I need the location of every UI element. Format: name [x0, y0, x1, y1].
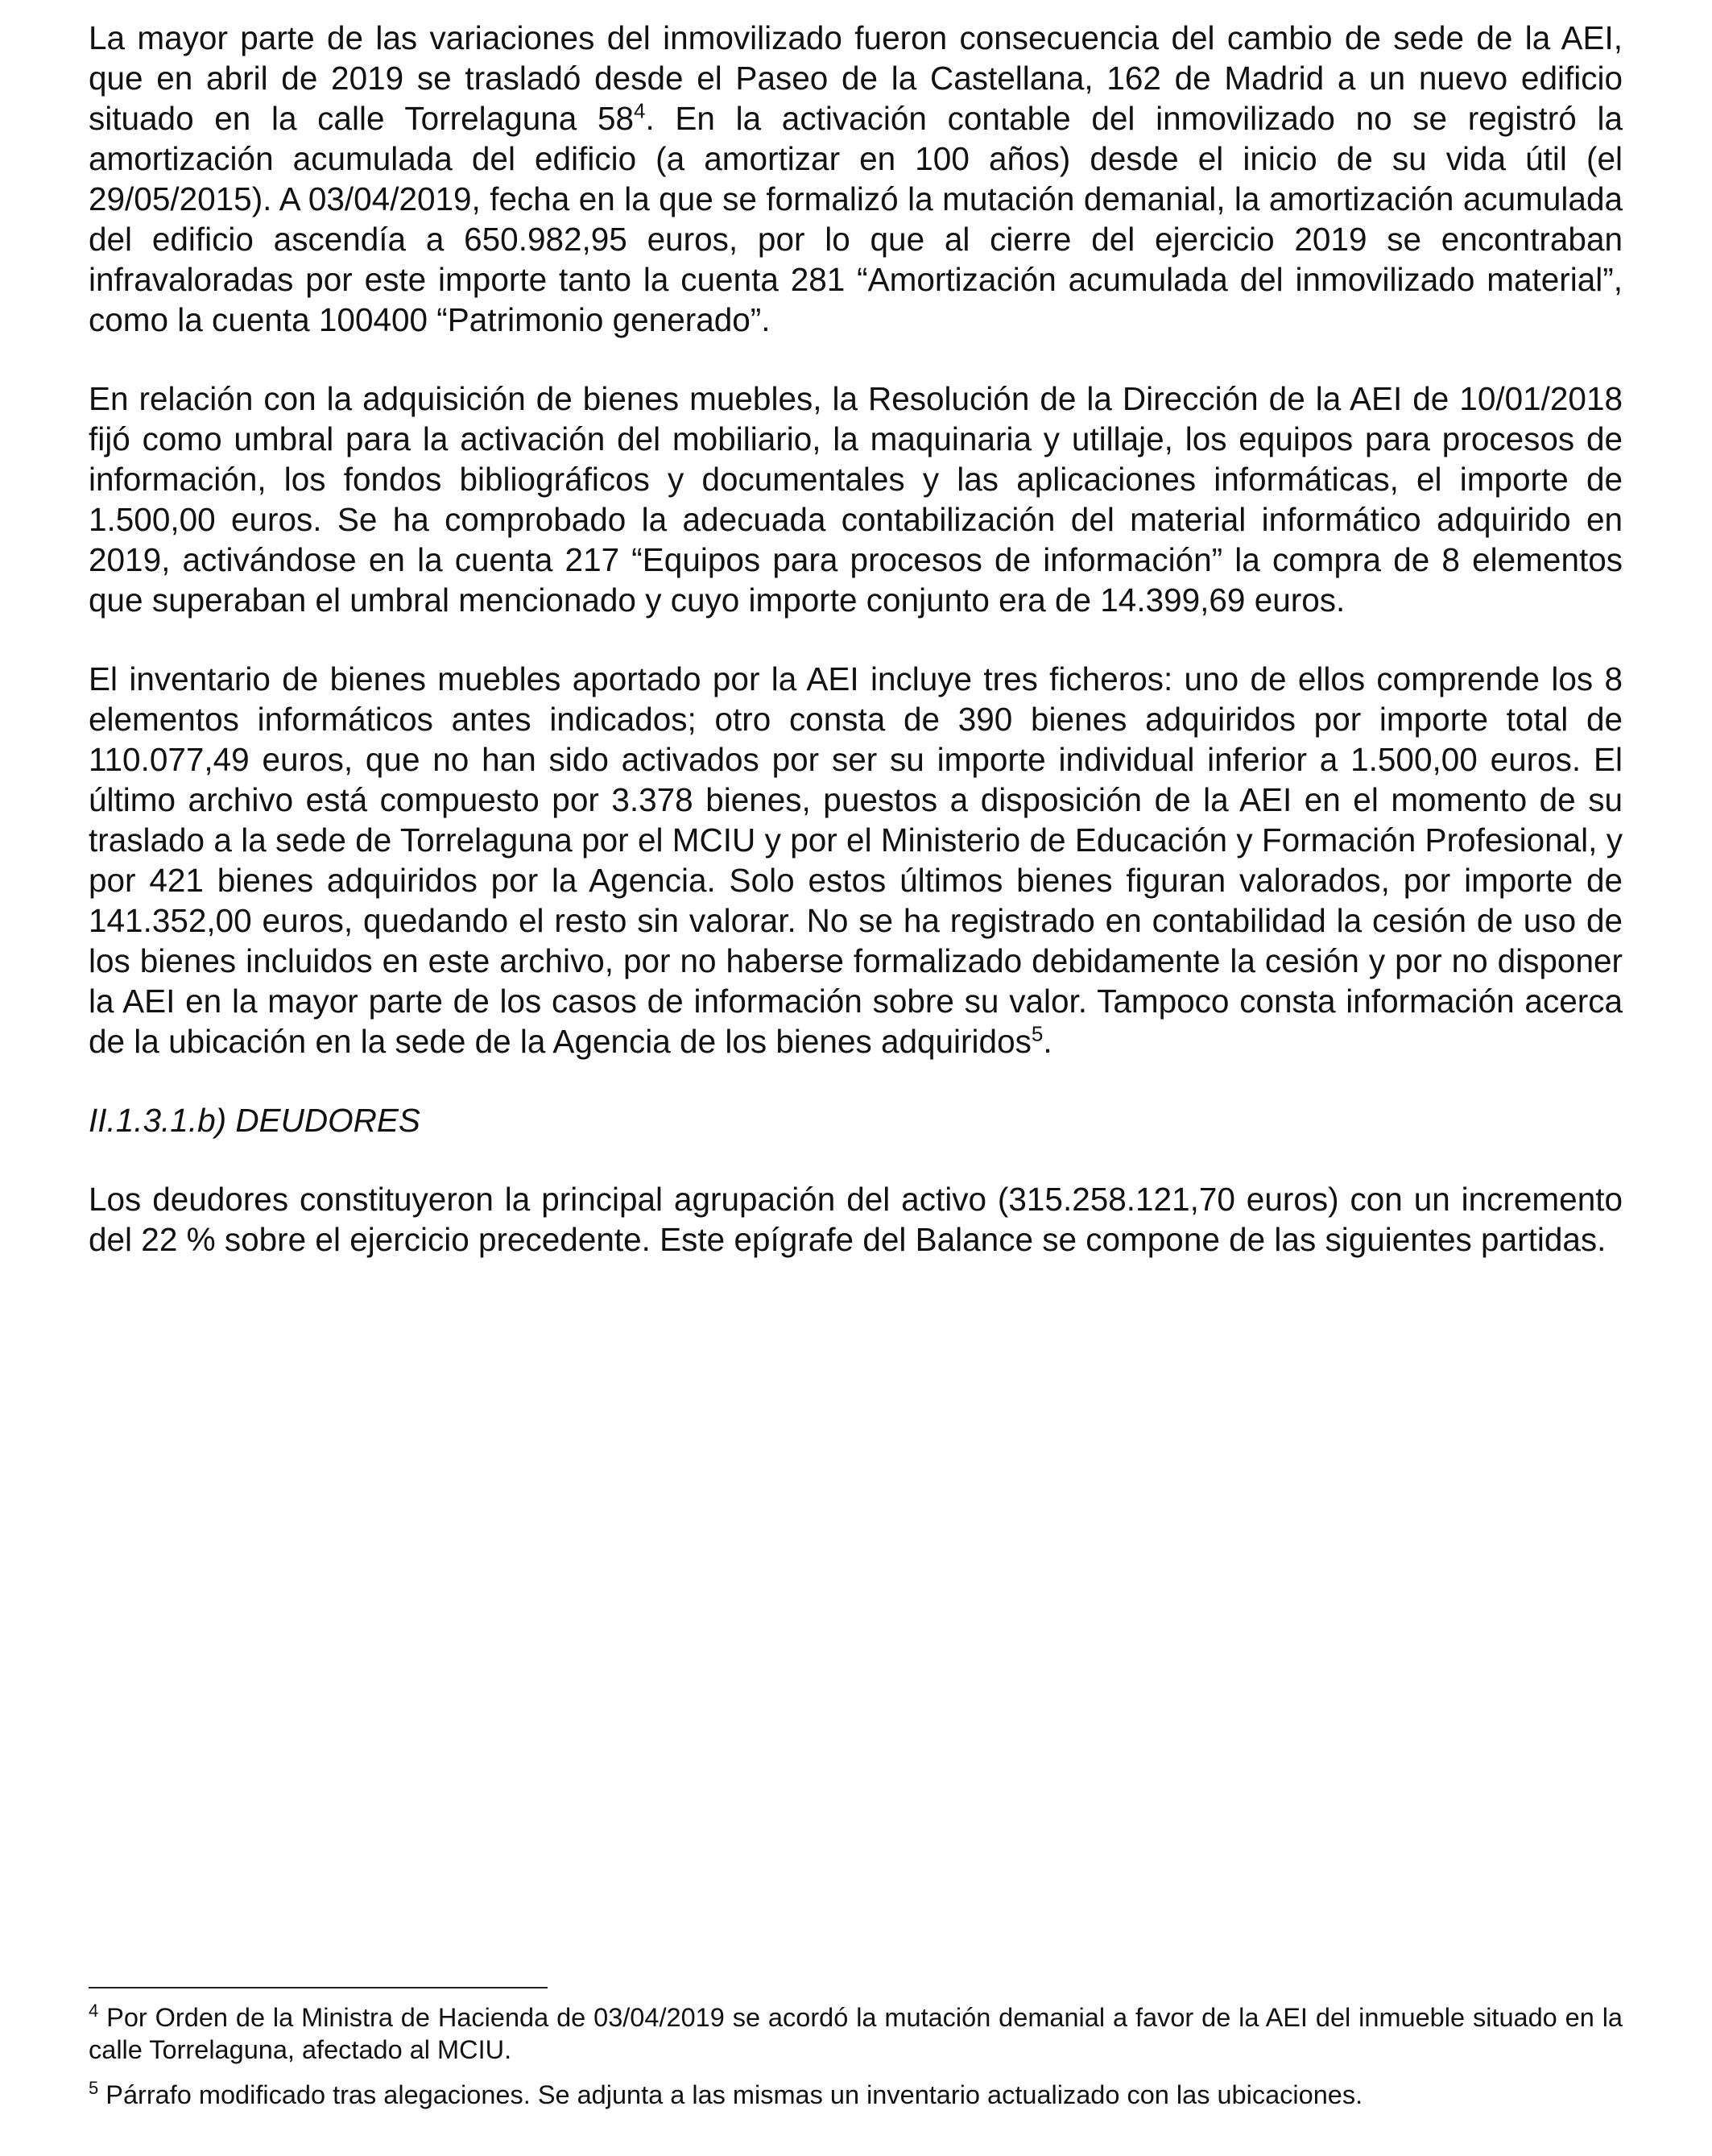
paragraph-text: . [1043, 1023, 1052, 1060]
paragraph-deudores: Los deudores constituyeron la principal agrupación del activo (315.258.121,70 euros) con un incremento del 22 % sobre el ejercicio precedente. Este epígrafe del Balance se compone de las siguientes partidas. [89, 1181, 1623, 1258]
footnote-text: Por Orden de la Ministra de Hacienda de 03/04/2019 se acordó la mutación demanial a favor de la AEI del inmueble situado en la calle Torrelaguna, afectado al MCIU. [89, 2003, 1623, 2064]
paragraph-inventario [89, 659, 1623, 1061]
footnote-mark: 5 [89, 2078, 99, 2099]
footnote-separator [89, 1987, 548, 1988]
footnote-4 [89, 2001, 1623, 2066]
footnote-mark: 4 [89, 2001, 99, 2022]
paragraph-bienes-muebles [89, 379, 1623, 620]
paragraph-inmovilizado-sede [89, 18, 1623, 340]
footnote-5 [89, 2079, 1623, 2111]
footnote-ref-4[interactable]: 4 [634, 98, 646, 123]
footnote-text: Párrafo modificado tras alegaciones. Se adjunta a las mismas un inventario actualizado con las ubicaciones. [98, 2080, 1363, 2109]
paragraph-text: El inventario de bienes muebles aportado por la AEI incluye tres ficheros: uno de ellos comprende los 8 elementos informáticos antes indicados; otro consta de 390 bienes adquiridos por importe total de 110.077,49 euros, que no han sido activados por ser su importe individual inferior a 1.500,00 euros. El último archivo está compuesto por 3.378 bienes, puestos a disposición de la AEI en el momento de su traslado a la sede de Torrelaguna por el MCIU y por el Ministerio de Educación y Formación Profesional, y por 421 bienes adquiridos por la Agencia. Solo estos últimos bienes figuran valorados, por importe de 141.352,00 euros, quedando el resto sin valorar. No se ha registrado en contabilidad la cesión de uso de los bienes incluidos en este archivo, por no haberse formalizado debidamente la cesión y por no disponer la AEI en la mayor parte de los casos de información sobre su valor. Tampoco consta información acerca de la ubicación en la sede de la Agencia de los bienes adquiridos [89, 660, 1623, 1060]
paragraph-text: En relación con la adquisición de bienes muebles, la Resolución de la Dirección de la AEI de 10/01/2018 fijó como umbral para la activación del mobiliario, la maquinaria y utillaje, los equipos para procesos de información, los fondos bibliográficos y documentales y las aplicaciones informáticas, el importe de 1.500,00 euros. Se ha comprobado la adecuada contabilización del material informático adquirido en 2019, activándose en la cuenta 217 “Equipos para procesos de información” la compra de 8 elementos que superaban el umbral mencionado y cuyo importe conjunto era de 14.399,69 euros. [89, 380, 1623, 619]
paragraph-text: . En la activación contable del inmovilizado no se registró la amortización acumulada del edificio (a amortizar en 100 años) desde el inicio de su vida útil (el 29/05/2015). A 03/04/2019, fecha en la que se formalizó la mutación demanial, la amortización acumulada del edificio ascendía a 650.982,95 euros, por lo que al cierre del ejercicio 2019 se encontraban infravaloradas por este importe tanto la cuenta 281 “Amortización acumulada del inmovilizado material”, como la cuenta 100400 “Patrimonio generado”. [89, 100, 1623, 338]
footnote-ref-5[interactable]: 5 [1031, 1021, 1044, 1046]
paragraph-text: La mayor parte de las variaciones del inmovilizado fueron consecuencia del cambio de sede de la AEI, que en abril de 2019 se trasladó desde el Paseo de la Castellana, 162 de Madrid a un nuevo edificio situado en la calle Torrelaguna 58 [89, 19, 1623, 137]
section-heading-deudores: II.1.3.1.b) DEUDORES [89, 1102, 420, 1139]
document-body [89, 18, 1623, 1298]
footnotes [89, 1987, 1623, 2124]
